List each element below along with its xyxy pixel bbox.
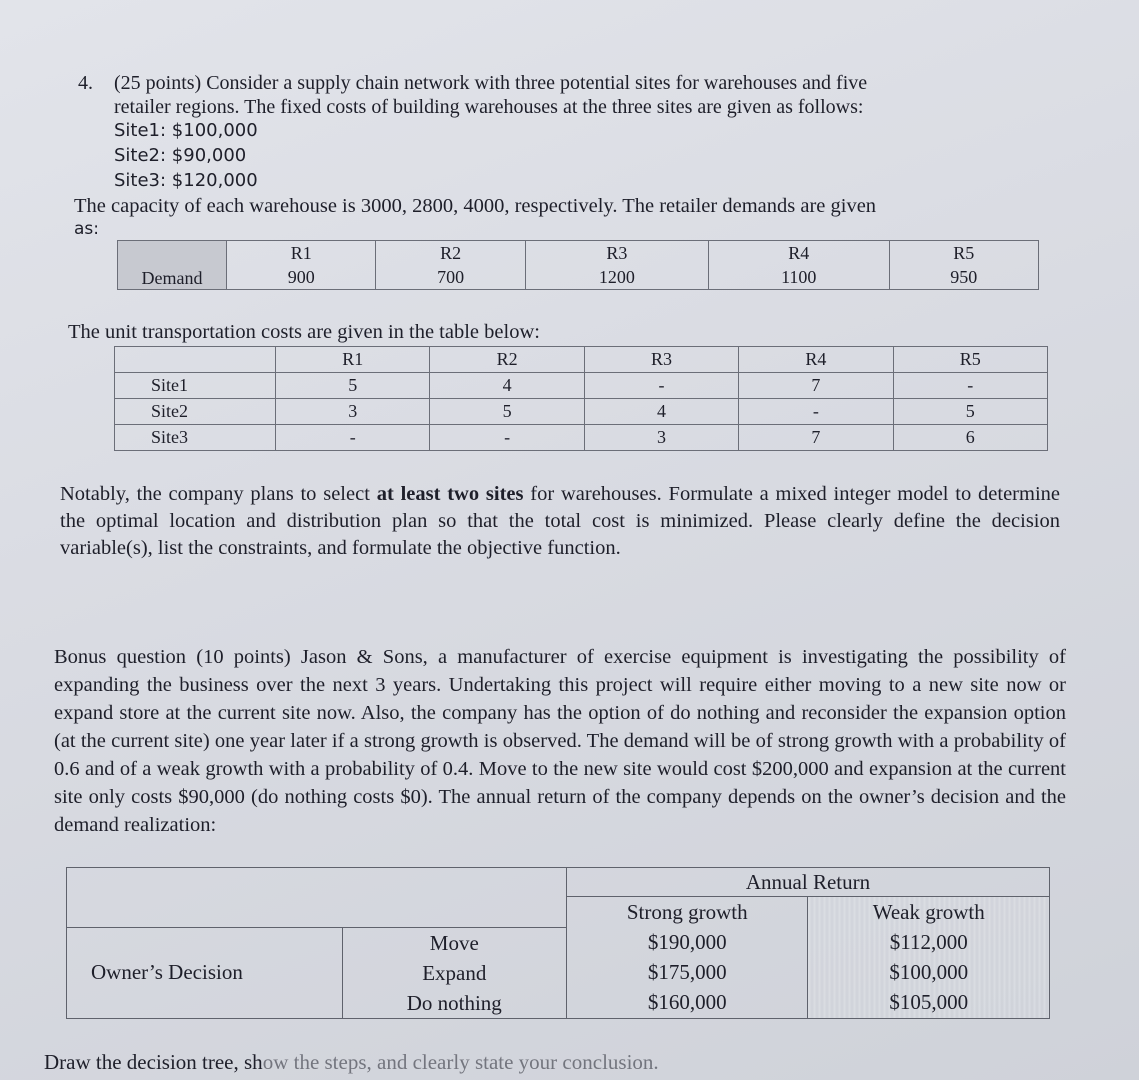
demand-header: R1: [227, 241, 376, 266]
capacity-line2: as:: [74, 219, 100, 239]
notably-text-start: Notably, the company plans to select: [60, 483, 377, 505]
weak-do-nothing: $105,000: [889, 990, 969, 1015]
footer-instruction: [44, 1049, 659, 1075]
option-do-nothing: Do nothing: [406, 990, 502, 1015]
demand-value: 1200: [525, 265, 708, 290]
annual-return-table: [66, 867, 1050, 1019]
cost-cell: -: [276, 425, 430, 451]
demand-value: 1100: [708, 265, 889, 290]
strong-expand: $175,000: [647, 960, 727, 985]
question-intro-line2: retailer regions. The fixed costs of building warehouses at the three sites are given as follows:: [114, 96, 864, 118]
option-move: Move: [429, 930, 479, 955]
site1-cost: Site1: $100,000: [114, 120, 258, 141]
weak-move: $112,000: [889, 930, 968, 955]
strong-growth-header: Strong growth: [567, 897, 808, 928]
cost-header: R4: [739, 347, 893, 373]
demand-table: [117, 240, 1039, 290]
cost-cell: -: [584, 373, 738, 399]
table-row: [115, 373, 1048, 399]
table-row: [115, 425, 1048, 451]
cost-cell: 3: [276, 399, 430, 425]
question-intro-line1: (25 points) Consider a supply chain network with three potential sites for warehouses and five: [114, 72, 868, 94]
footer-visible-text: Draw the decision tree, sh: [44, 1050, 263, 1074]
demand-header: R4: [708, 241, 889, 266]
option-expand: Expand: [422, 960, 487, 985]
cost-cell: -: [739, 399, 893, 425]
cost-cell: 6: [893, 425, 1047, 451]
owner-decision-label: Owner’s Decision: [67, 927, 343, 1018]
notably-bold: at least two sites: [376, 483, 524, 505]
cost-cell: 3: [584, 425, 738, 451]
site3-cost: Site3: $120,000: [114, 170, 258, 191]
notably-paragraph: [60, 481, 1060, 562]
cost-header: R2: [430, 347, 584, 373]
cost-cell: -: [430, 425, 584, 451]
cost-cell: 7: [739, 425, 893, 451]
footer-faded-text: ow the steps, and clearly state your conclusion.: [262, 1050, 659, 1074]
row-label: Site2: [115, 399, 276, 425]
demand-value: 900: [227, 265, 376, 290]
demand-header: R3: [525, 241, 708, 266]
cost-cell: 5: [276, 373, 430, 399]
strong-move: $190,000: [647, 930, 727, 955]
notably-text-end: for warehouses. Formulate a mixed integer model to determine the optimal location and distribution plan so that the total cost is minimized. Please clearly define the decision variable(s), list the constraints, and formulate the objective function.: [60, 483, 1060, 559]
cost-header: R5: [893, 347, 1047, 373]
demand-label: Demand: [118, 241, 227, 290]
weak-growth-values: [808, 927, 1050, 1018]
weak-growth-header: Weak growth: [808, 897, 1050, 928]
corner-cell: [115, 347, 276, 373]
strong-do-nothing: $160,000: [647, 990, 727, 1015]
demand-value: 700: [376, 265, 525, 290]
strong-growth-values: [567, 927, 808, 1018]
site2-cost: Site2: $90,000: [114, 145, 247, 166]
table-row: [115, 399, 1048, 425]
cost-cell: 4: [430, 373, 584, 399]
weak-expand: $100,000: [889, 960, 969, 985]
cost-cell: 5: [430, 399, 584, 425]
cost-cell: 4: [584, 399, 738, 425]
decision-options: [342, 927, 566, 1018]
cost-header: R1: [276, 347, 430, 373]
demand-header: R5: [889, 241, 1038, 266]
demand-value: 950: [889, 265, 1038, 290]
blank-header-cell: [67, 868, 567, 928]
row-label: Site3: [115, 425, 276, 451]
cost-cell: -: [893, 373, 1047, 399]
row-label: Site1: [115, 373, 276, 399]
bonus-paragraph: Bonus question (10 points) Jason & Sons, a manufacturer of exercise equipment is investigating the possibility of expanding the business over the next 3 years. Undertaking this project will require either moving to a new site now or expand store at the current site now. Also, the company has the option of do nothing and reconsider the expansion option (at the current site) one year later if a strong growth is observed. The demand will be of strong growth with a probability of 0.6 and of a weak growth with a probability of 0.4. Move to the new site would cost $200,000 and expansion at the current site only costs $90,000 (do nothing costs $0). The annual return of the company depends on the owner’s decision and the demand realization:: [54, 646, 1066, 836]
cost-header: R3: [584, 347, 738, 373]
cost-cell: 7: [739, 373, 893, 399]
transport-cost-table: [114, 346, 1048, 451]
question-number: 4.: [78, 72, 93, 94]
annual-return-header: Annual Return: [567, 868, 1050, 897]
capacity-line1: The capacity of each warehouse is 3000, 2800, 4000, respectively. The retailer demands are given: [74, 195, 877, 217]
demand-header: R2: [376, 241, 525, 266]
cost-intro: The unit transportation costs are given in the table below:: [68, 321, 540, 343]
cost-cell: 5: [893, 399, 1047, 425]
